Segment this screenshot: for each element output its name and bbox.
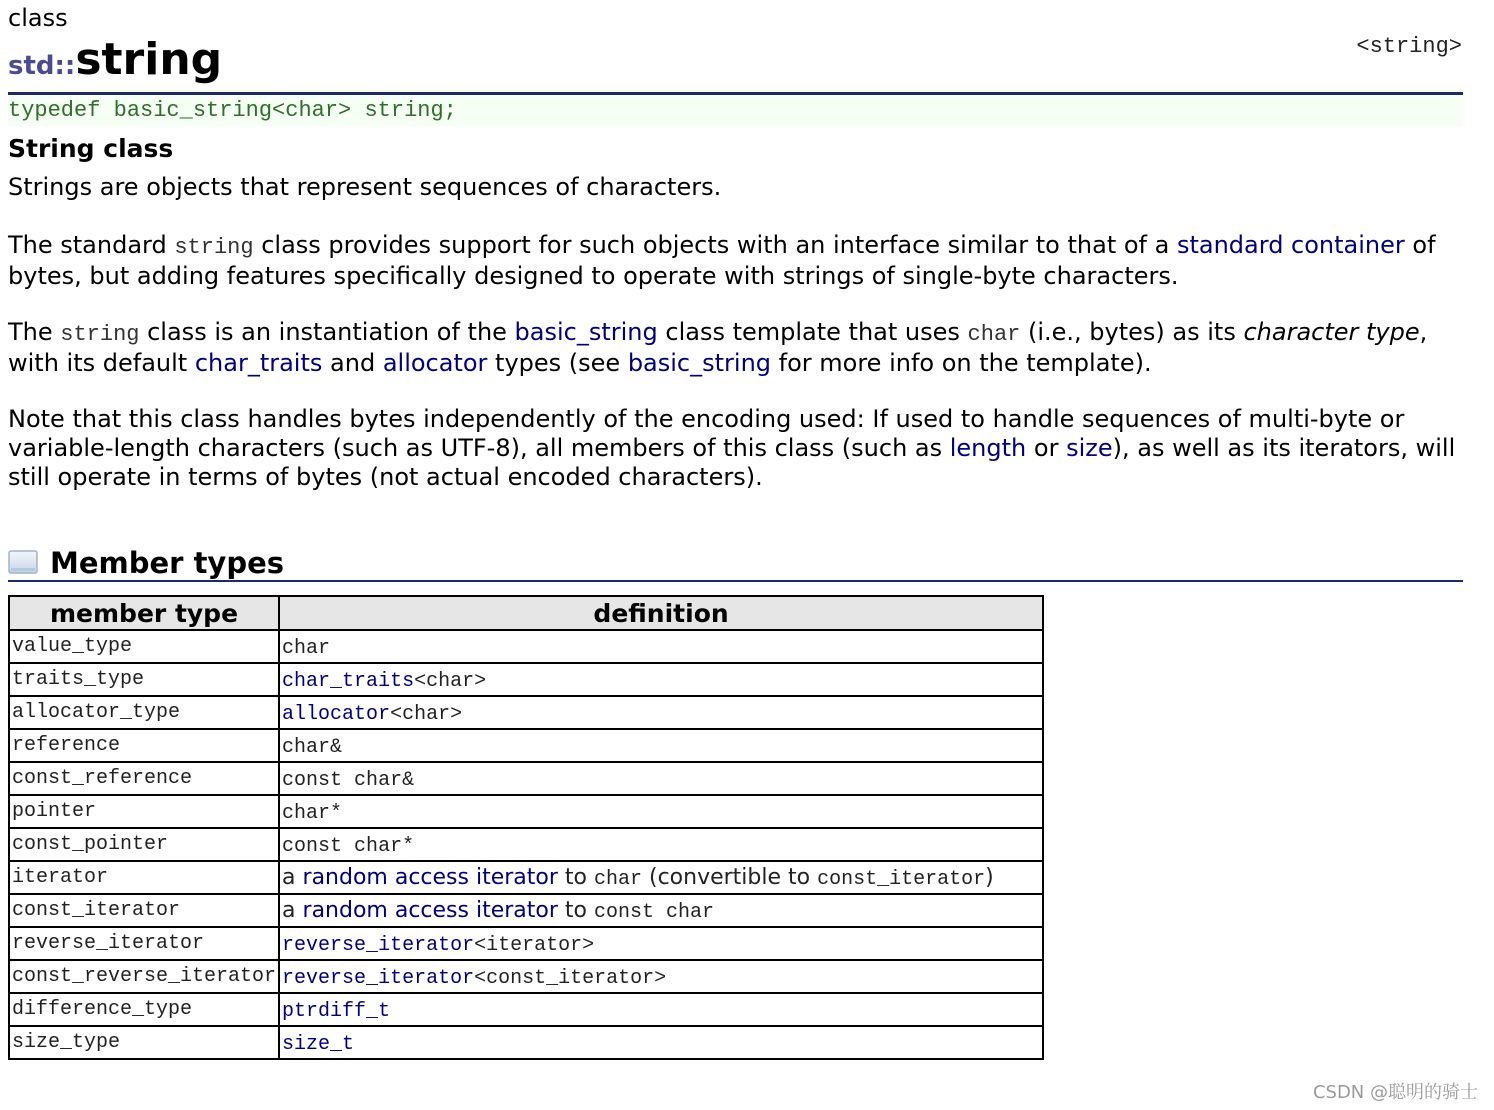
member-type-name: allocator_type — [9, 696, 279, 729]
table-row — [9, 828, 1043, 861]
definition-code: char& — [282, 735, 343, 759]
description-paragraph-1: Strings are objects that represent sequences of characters. — [8, 173, 722, 201]
definition-code: const char — [593, 900, 715, 924]
header-file-link[interactable]: <string> — [1356, 34, 1462, 59]
text: of bytes, but adding features specifically designed to operate with strings of single-byte characters. — [8, 231, 1436, 290]
member-types-body — [9, 630, 1043, 1059]
member-type-definition — [279, 894, 1043, 927]
text: ), as well as its iterators, will still operate in terms of bytes (not actual encoded characters). — [8, 434, 1456, 491]
member-type-definition — [279, 1026, 1043, 1059]
member-type-definition — [279, 762, 1043, 795]
text: class provides support for such objects with an interface similar to that of a — [253, 231, 1177, 259]
table-row — [9, 729, 1043, 762]
member-type-name: reverse_iterator — [9, 927, 279, 960]
section-book-icon — [8, 548, 38, 576]
standard-container-link[interactable]: standard container — [1176, 231, 1405, 259]
description-paragraph-2 — [8, 231, 1458, 291]
member-type-definition — [279, 729, 1043, 762]
definition-code: <iterator> — [474, 933, 595, 957]
definition-link[interactable]: reverse_iterator — [282, 966, 475, 990]
description-title: String class — [8, 134, 174, 163]
inline-code: char — [967, 322, 1021, 347]
member-type-definition — [279, 696, 1043, 729]
member-type-definition — [279, 861, 1043, 894]
section-divider — [8, 580, 1463, 582]
title-divider — [8, 92, 1463, 95]
member-type-name: const_pointer — [9, 828, 279, 861]
definition-link[interactable]: random access iterator — [302, 897, 558, 923]
text: (i.e., bytes) as its — [1020, 318, 1244, 346]
text: a — [282, 864, 303, 890]
allocator-link[interactable]: allocator — [382, 349, 488, 377]
member-type-name: reference — [9, 729, 279, 762]
member-type-definition — [279, 927, 1043, 960]
char-traits-link[interactable]: char_traits — [194, 349, 323, 377]
member-type-definition — [279, 960, 1043, 993]
table-row — [9, 696, 1043, 729]
size-link[interactable]: size — [1066, 434, 1113, 462]
member-type-definition — [279, 663, 1043, 696]
definition-link[interactable]: char_traits — [282, 669, 415, 693]
definition-link[interactable]: reverse_iterator — [282, 933, 475, 957]
member-types-table — [8, 595, 1044, 1060]
text: (convertible to — [642, 864, 818, 890]
table-row — [9, 960, 1043, 993]
member-type-definition — [279, 828, 1043, 861]
member-type-name: value_type — [9, 630, 279, 663]
text: a — [282, 897, 303, 923]
table-row — [9, 861, 1043, 894]
typedef-declaration: typedef basic_string<char> string; — [8, 96, 1463, 126]
definition-code: <char> — [414, 669, 487, 693]
text: for more info on the template). — [771, 349, 1152, 377]
emphasis: character type — [1243, 318, 1420, 346]
member-type-name: const_reverse_iterator — [9, 960, 279, 993]
text: to — [557, 864, 594, 890]
member-type-name: traits_type — [9, 663, 279, 696]
text: and — [322, 349, 383, 377]
text: , with its default — [8, 318, 1428, 377]
definition-code: char* — [282, 801, 343, 825]
member-type-name: iterator — [9, 861, 279, 894]
text: Note that this class handles bytes independently of the encoding used: If used to handle sequences of multi-byte or variable-length characters (such as UTF-8), all members of this class (such as — [8, 405, 1405, 462]
table-row — [9, 1026, 1043, 1059]
member-type-definition — [279, 630, 1043, 663]
table-row — [9, 795, 1043, 828]
text: The standard — [8, 231, 175, 259]
text: The — [8, 318, 61, 346]
column-header-member-type: member type — [9, 596, 279, 630]
member-type-name: const_reference — [9, 762, 279, 795]
text: class template that uses — [657, 318, 968, 346]
member-type-name: size_type — [9, 1026, 279, 1059]
text: ) — [985, 864, 994, 890]
namespace-prefix: std:: — [8, 51, 76, 81]
table-row — [9, 927, 1043, 960]
text: class is an instantiation of the — [139, 318, 515, 346]
table-header-row — [9, 596, 1043, 630]
table-row — [9, 663, 1043, 696]
text: to — [557, 897, 594, 923]
description-paragraph-4 — [8, 405, 1458, 492]
inline-code: string — [60, 322, 140, 347]
definition-link[interactable]: allocator — [282, 702, 391, 726]
definition-code: char — [282, 636, 331, 660]
definition-code: <const_iterator> — [474, 966, 667, 990]
definition-link[interactable]: ptrdiff_t — [282, 999, 391, 1023]
basic-string-link-2[interactable]: basic_string — [627, 349, 772, 377]
description-paragraph-3 — [8, 318, 1458, 378]
class-name: string — [75, 34, 223, 85]
member-type-name: difference_type — [9, 993, 279, 1026]
definition-code: const char& — [282, 768, 415, 792]
member-type-name: pointer — [9, 795, 279, 828]
definition-code: char — [593, 867, 642, 891]
table-row — [9, 993, 1043, 1026]
page-title — [8, 34, 222, 95]
definition-code: const char* — [282, 834, 415, 858]
member-type-name: const_iterator — [9, 894, 279, 927]
column-header-definition: definition — [279, 596, 1043, 630]
section-title: Member types — [50, 546, 285, 580]
definition-link[interactable]: size_t — [282, 1032, 355, 1056]
text: types (see — [487, 349, 628, 377]
length-link[interactable]: length — [949, 434, 1027, 462]
table-row — [9, 894, 1043, 927]
page-kind-label: class — [8, 4, 68, 32]
member-type-definition — [279, 993, 1043, 1026]
text: or — [1026, 434, 1067, 462]
member-type-definition — [279, 795, 1043, 828]
definition-link[interactable]: random access iterator — [302, 864, 558, 890]
table-row — [9, 762, 1043, 795]
basic-string-link[interactable]: basic_string — [514, 318, 658, 346]
definition-code: <char> — [390, 702, 463, 726]
table-row — [9, 630, 1043, 663]
inline-code: string — [174, 235, 254, 260]
definition-code: const_iterator — [817, 867, 986, 891]
watermark: CSDN @聪明的骑士 — [1312, 1082, 1478, 1103]
